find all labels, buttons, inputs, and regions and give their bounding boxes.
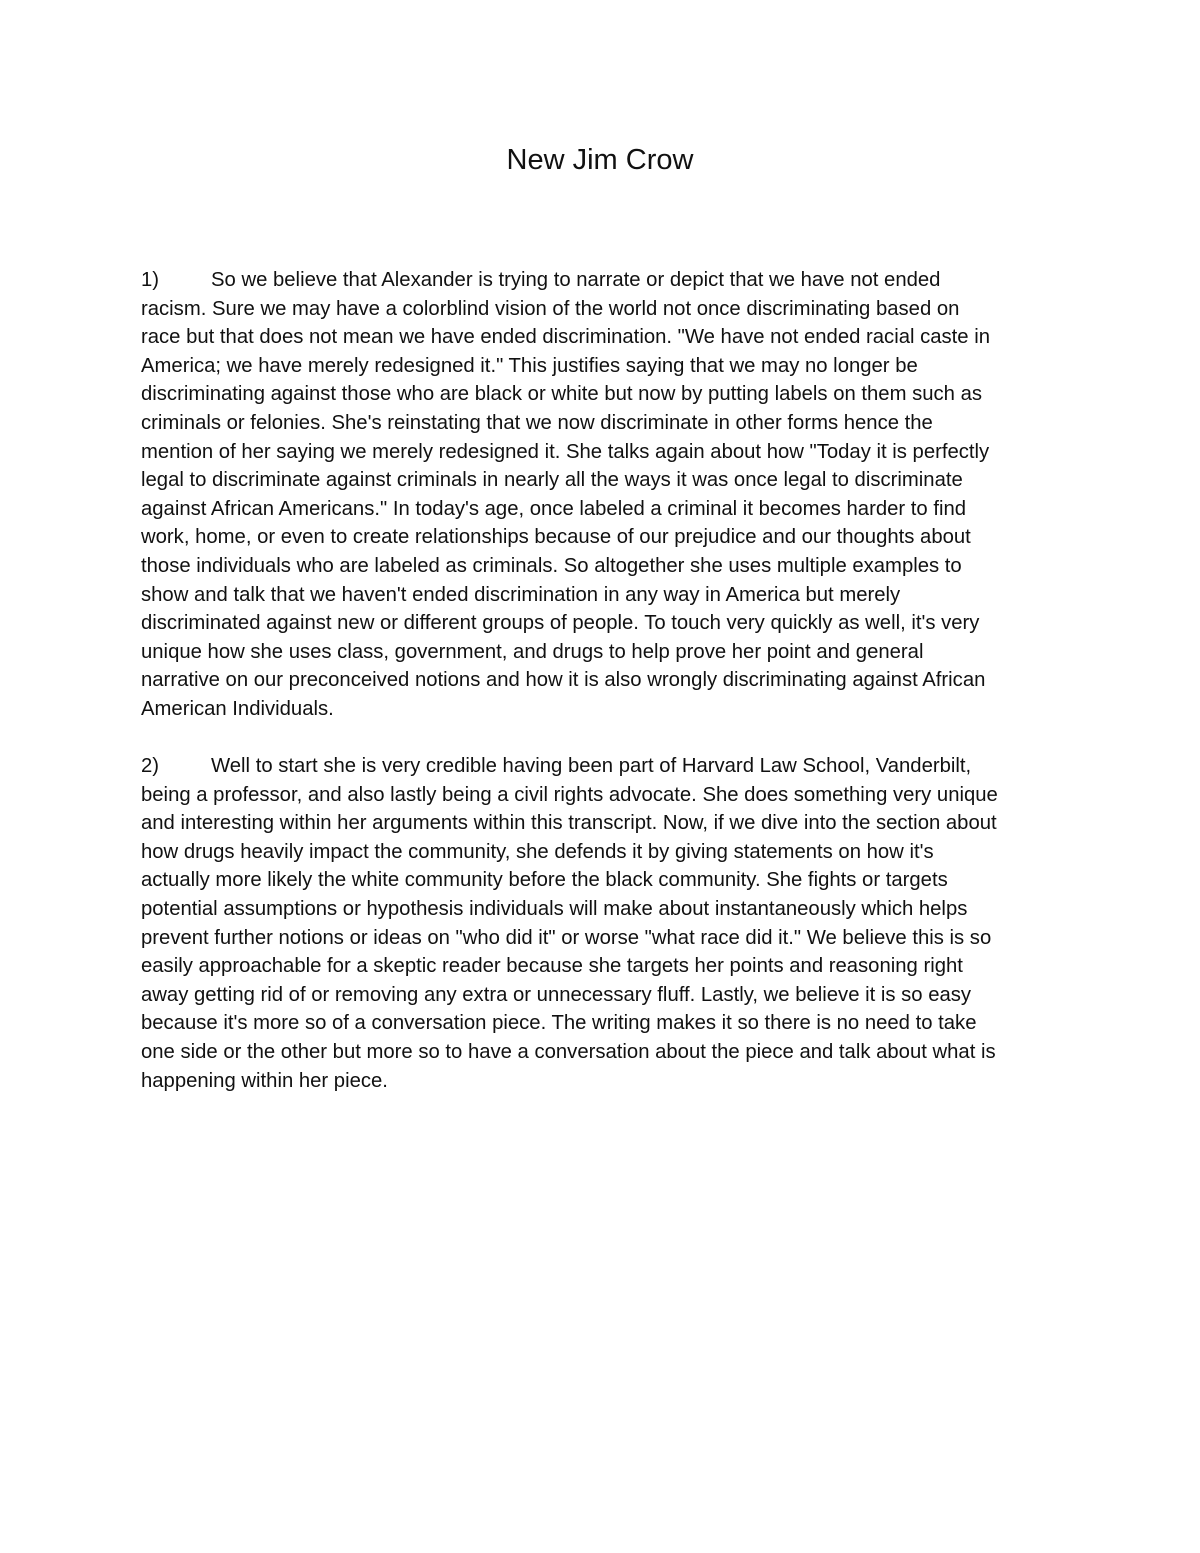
paragraph-1-line-1	[141, 266, 1056, 295]
paragraph-2	[141, 752, 1056, 1095]
paragraph-2-line-6: potential assumptions or hypothesis individuals will make about instantaneously which helps	[141, 898, 968, 921]
paragraph-1-line-12: show and talk that we haven't ended discrimination in any way in America but merely	[141, 583, 901, 606]
paragraph-1-line-11: those individuals who are labeled as criminals. So altogether she uses multiple examples to	[141, 554, 962, 577]
paragraph-1-line-3: race but that does not mean we have ended discrimination. "We have not ended racial caste in	[141, 326, 991, 349]
paragraph-2-line-11: one side or the other but more so to have a conversation about the piece and talk about what is	[141, 1041, 996, 1064]
paragraph-1-line-13: discriminated against new or different groups of people. To touch very quickly as well, it's very	[141, 612, 980, 635]
paragraph-2-line-8: easily approachable for a skeptic reader because she targets her points and reasoning right	[141, 955, 963, 978]
paragraph-1-line-14: unique how she uses class, government, and drugs to help prove her point and general	[141, 640, 924, 663]
paragraph-2-number: 2)	[141, 755, 160, 778]
paragraph-1-number: 1)	[141, 269, 160, 291]
paragraph-2-line-7: prevent further notions or ideas on "who did it" or worse "what race did it." We believe this is so	[141, 926, 992, 949]
paragraph-2-line-12: happening within her piece.	[141, 1069, 388, 1092]
paragraph-1-line-4: America; we have merely redesigned it." This justifies saying that we may no longer be	[141, 354, 918, 377]
paragraph-1-line-6: criminals or felonies. She's reinstating that we now discriminate in other forms hence the	[141, 411, 933, 434]
paragraph-1-line-15: narrative on our preconceived notions and how it is also wrongly discriminating against African	[141, 669, 986, 692]
paragraph-2-line-9: away getting rid of or removing any extra or unnecessary fluff. Lastly, we believe it is so easy	[141, 983, 972, 1006]
paragraph-1-line-9: against African Americans." In today's age, once labeled a criminal it becomes harder to find	[141, 497, 967, 520]
paragraph-1-line-7: mention of her saying we merely redesigned it. She talks again about how "Today it is perfectly	[141, 440, 990, 463]
paragraph-1	[141, 266, 1056, 724]
paragraph-2-line-1	[141, 752, 1056, 781]
document-title: New Jim Crow	[506, 144, 694, 176]
paragraph-2-line-4: how drugs heavily impact the community, she defends it by giving statements on how it's	[141, 840, 934, 863]
paragraph-1-line-16: American Individuals.	[141, 697, 334, 720]
paragraph-1-line-2: racism. Sure we may have a colorblind vision of the world not once discriminating based on	[141, 297, 960, 320]
paragraph-2-line-5: actually more likely the white community before the black community. She fights or targets	[141, 869, 948, 892]
paragraph-1-line-10: work, home, or even to create relationships because of our prejudice and our thoughts about	[141, 526, 971, 549]
paragraph-2-line-1-text: Well to start she is very credible having been part of Harvard Law School, Vanderbilt,	[211, 755, 972, 778]
paragraph-1-line-1-text: So we believe that Alexander is trying to narrate or depict that we have not ended	[211, 269, 941, 291]
paragraph-2-line-10: because it's more so of a conversation piece. The writing makes it so there is no need to take	[141, 1012, 977, 1035]
paragraph-1-line-8: legal to discriminate against criminals in nearly all the ways it was once legal to discriminate	[141, 469, 963, 492]
paragraph-2-line-3: and interesting within her arguments within this transcript. Now, if we dive into the section about	[141, 812, 997, 835]
document-body	[141, 266, 1056, 1124]
paragraph-1-line-5: discriminating against those who are black or white but now by putting labels on them such as	[141, 383, 983, 406]
paragraph-2-line-2: being a professor, and also lastly being a civil rights advocate. She does something very unique	[141, 783, 998, 806]
